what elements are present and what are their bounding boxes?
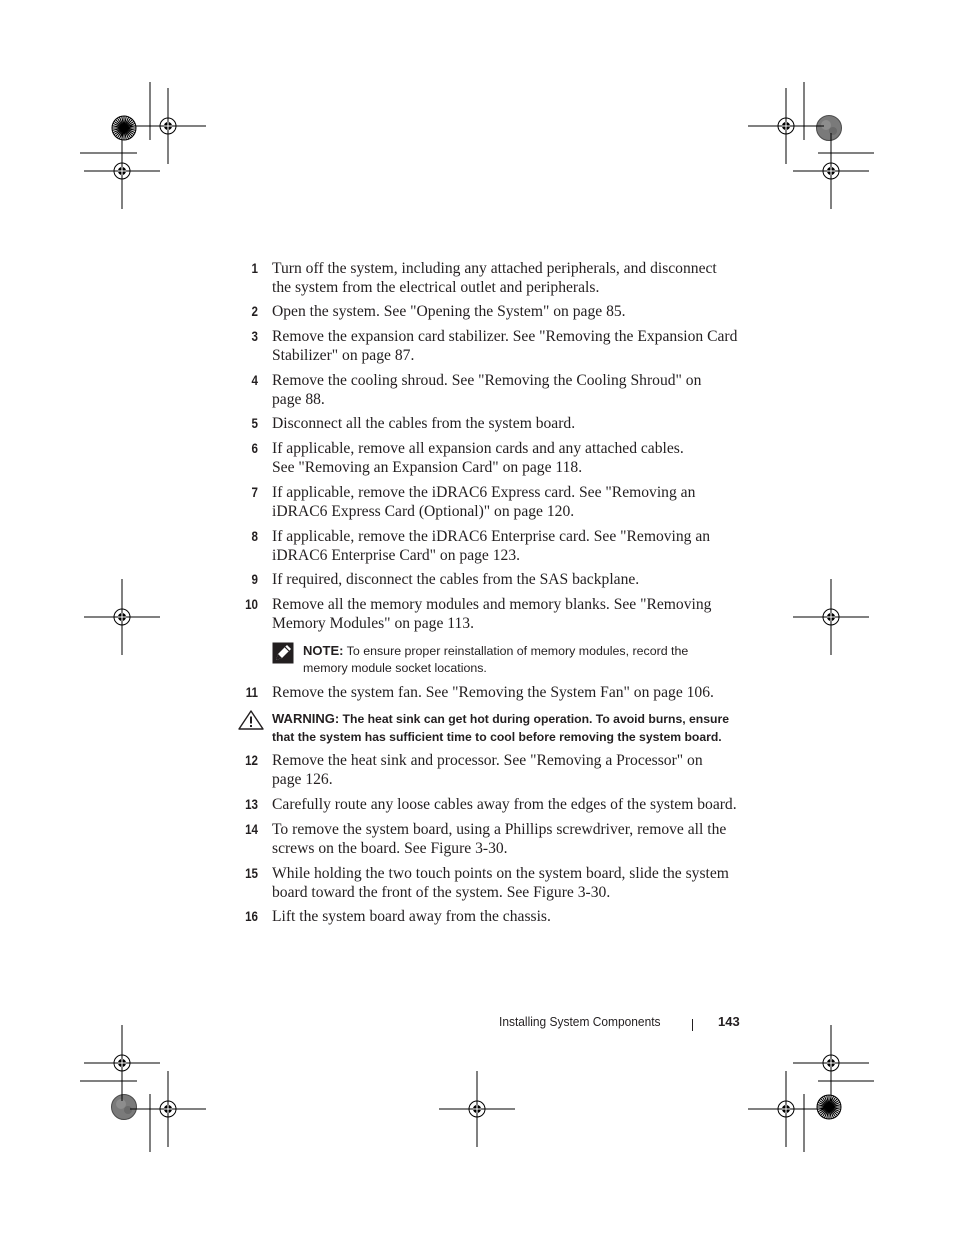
step-text: Open the system. See "Opening the System" on page 85. (272, 303, 626, 320)
warning-label: WARNING: (272, 711, 340, 726)
step-number: 7 (251, 485, 258, 500)
note-text (303, 642, 723, 677)
note-message: To ensure proper reinstallation of memory modules, record the memory module socket locations. (303, 644, 689, 675)
step-number: 16 (245, 909, 258, 924)
step-text: If required, disconnect the cables from the SAS backplane. (272, 571, 640, 588)
step-number: 6 (251, 441, 258, 456)
step-number: 8 (251, 529, 258, 544)
step-number: 13 (245, 797, 258, 812)
step-text: Carefully route any loose cables away from the edges of the system board. (272, 796, 737, 813)
step-text: If applicable, remove all expansion cards and any attached cables. See "Removing an Expansion Card" on page 118. (272, 440, 684, 476)
footer-divider (692, 1019, 693, 1031)
step-number: 10 (245, 597, 258, 612)
step-text: Lift the system board away from the chassis. (272, 908, 551, 925)
step-text: If applicable, remove the iDRAC6 Express card. See "Removing an iDRAC6 Express Card (Optional)" on page 120. (272, 484, 696, 520)
step-text: Remove the system fan. See "Removing the System Fan" on page 106. (272, 684, 714, 701)
step-number: 4 (251, 373, 258, 388)
step-text: Turn off the system, including any attached peripherals, and disconnect the system from the electrical outlet and peripherals. (272, 260, 717, 296)
step-number: 9 (251, 572, 258, 587)
warning-message: The heat sink can get hot during operation. To avoid burns, ensure that the system has sufficient time to cool before removing the system board. (272, 712, 729, 744)
step-text: To remove the system board, using a Phillips screwdriver, remove all the screws on the board. See Figure 3-30. (272, 821, 727, 857)
step-number: 14 (245, 822, 258, 837)
step-number: 15 (245, 866, 258, 881)
step-text: While holding the two touch points on the system board, slide the system board toward the front of the system. See Figure 3-30. (272, 865, 729, 901)
footer-section-title: Installing System Components (499, 1014, 661, 1029)
step-text: Remove all the memory modules and memory blanks. See "Removing Memory Modules" on page 113. (272, 596, 712, 632)
step-text: Remove the cooling shroud. See "Removing the Cooling Shroud" on page 88. (272, 372, 702, 408)
note-label: NOTE: (303, 643, 344, 658)
step-number: 11 (245, 685, 258, 700)
step-number: 3 (251, 329, 258, 344)
step-text: Remove the heat sink and processor. See "Removing a Processor" on page 126. (272, 752, 703, 788)
note-pencil-icon (272, 642, 294, 664)
step-text: Disconnect all the cables from the system board. (272, 415, 576, 432)
warning-text (272, 710, 742, 746)
page-number: 143 (718, 1014, 740, 1029)
warning-triangle-icon (238, 710, 264, 730)
step-number: 5 (251, 416, 258, 431)
step-number: 12 (245, 753, 258, 768)
step-text: If applicable, remove the iDRAC6 Enterprise card. See "Removing an iDRAC6 Enterprise Card" on page 123. (272, 528, 711, 564)
step-text: Remove the expansion card stabilizer. See "Removing the Expansion Card Stabilizer" on page 87. (272, 328, 738, 364)
step-number: 2 (251, 304, 258, 319)
step-number: 1 (251, 261, 258, 276)
